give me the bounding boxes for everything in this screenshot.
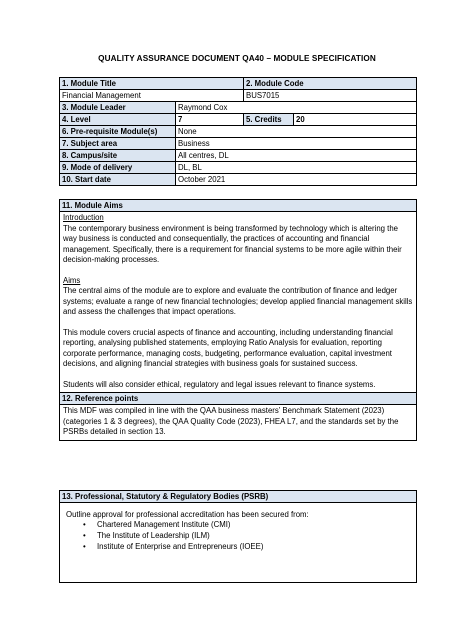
list-item: • The Institute of Leadership (ILM) xyxy=(83,531,210,540)
module-code-value: BUS7015 xyxy=(244,90,417,102)
credits-label: 5. Credits xyxy=(244,114,294,126)
prereq-value: None xyxy=(176,126,417,138)
module-aims-body xyxy=(60,212,417,393)
start-date-value: October 2021 xyxy=(176,174,417,186)
table-row xyxy=(60,150,417,162)
document-title: QUALITY ASSURANCE DOCUMENT QA40 – MODULE SPECIFICATION xyxy=(98,54,376,63)
module-details-table xyxy=(59,77,417,186)
table-row xyxy=(60,174,417,186)
module-code-label: 2. Module Code xyxy=(244,78,417,90)
reference-points-text: This MDF was compiled in line with the QAA business masters’ Benchmark Statement (2023) (categories 1 & 3 degrees), the QAA Quality Code (2023), FHEA L7, and the standards set by the PSRBs detailed in section 13. xyxy=(60,405,417,441)
table-row xyxy=(60,138,417,150)
psrb-body xyxy=(60,503,417,583)
table-row xyxy=(60,503,417,583)
credits-value: 20 xyxy=(294,114,417,126)
start-date-label: 10. Start date xyxy=(60,174,176,186)
bullet-icon: • xyxy=(83,542,86,551)
psrb-table xyxy=(59,490,417,583)
aims-references-table xyxy=(59,199,417,441)
aims-text: The central aims of the module are to explore and evaluate the contribution of finance and ledger systems; evaluate a range of new financial technologies; develop applied financial management skills and assess the challenges that impact operations. xyxy=(63,286,413,316)
module-leader-value: Raymond Cox xyxy=(176,102,417,114)
table-row xyxy=(60,114,417,126)
campus-label: 8. Campus/site xyxy=(60,150,176,162)
module-title-value: Financial Management xyxy=(60,90,244,102)
module-leader-label: 3. Module Leader xyxy=(60,102,176,114)
introduction-heading: Introduction xyxy=(63,213,104,222)
table-row xyxy=(60,491,417,503)
bullet-icon: • xyxy=(83,520,86,529)
subject-area-label: 7. Subject area xyxy=(60,138,176,150)
level-label: 4. Level xyxy=(60,114,176,126)
level-value: 7 xyxy=(176,114,244,126)
delivery-mode-label: 9. Mode of delivery xyxy=(60,162,176,174)
psrb-intro: Outline approval for professional accreditation has been secured from: xyxy=(66,510,309,519)
table-row xyxy=(60,212,417,393)
students-text: Students will also consider ethical, regulatory and legal issues relevant to finance systems. xyxy=(63,379,376,389)
table-row xyxy=(60,78,417,90)
list-item: • Institute of Enterprise and Entrepreneurs (IOEE) xyxy=(83,542,264,551)
bullet-icon: • xyxy=(83,531,86,540)
table-row xyxy=(60,90,417,102)
psrb-list xyxy=(66,519,413,552)
list-item: • Chartered Management Institute (CMI) xyxy=(83,520,231,529)
module-covers-text: This module covers crucial aspects of finance and accounting, including understanding financial reporting, analysing published statements, employing Ratio Analysis for evaluation, reporting corporate performance, managing costs, budgeting, performance evaluation, capital investment decisions, and aligning financial strategies with business goals for sustained success. xyxy=(63,327,393,368)
module-aims-header: 11. Module Aims xyxy=(60,200,417,212)
table-row xyxy=(60,126,417,138)
subject-area-value: Business xyxy=(176,138,417,150)
module-title-label: 1. Module Title xyxy=(60,78,244,90)
table-row xyxy=(60,393,417,405)
introduction-text: The contemporary business environment is being transformed by technology which is altering the way business is conducted and consequentially, the practices of accounting and financial management. Specifically, there is a requirement for financial systems to be more agile within their decision-making processes. xyxy=(63,223,402,264)
psrb-header: 13. Professional, Statutory & Regulatory Bodies (PSRB) xyxy=(60,491,417,503)
table-row xyxy=(60,200,417,212)
table-row xyxy=(60,102,417,114)
aims-heading: Aims xyxy=(63,275,81,285)
campus-value: All centres, DL xyxy=(176,150,417,162)
delivery-mode-value: DL, BL xyxy=(176,162,417,174)
reference-points-header: 12. Reference points xyxy=(60,393,417,405)
prereq-label: 6. Pre-requisite Module(s) xyxy=(60,126,176,138)
table-row xyxy=(60,162,417,174)
table-row xyxy=(60,405,417,441)
